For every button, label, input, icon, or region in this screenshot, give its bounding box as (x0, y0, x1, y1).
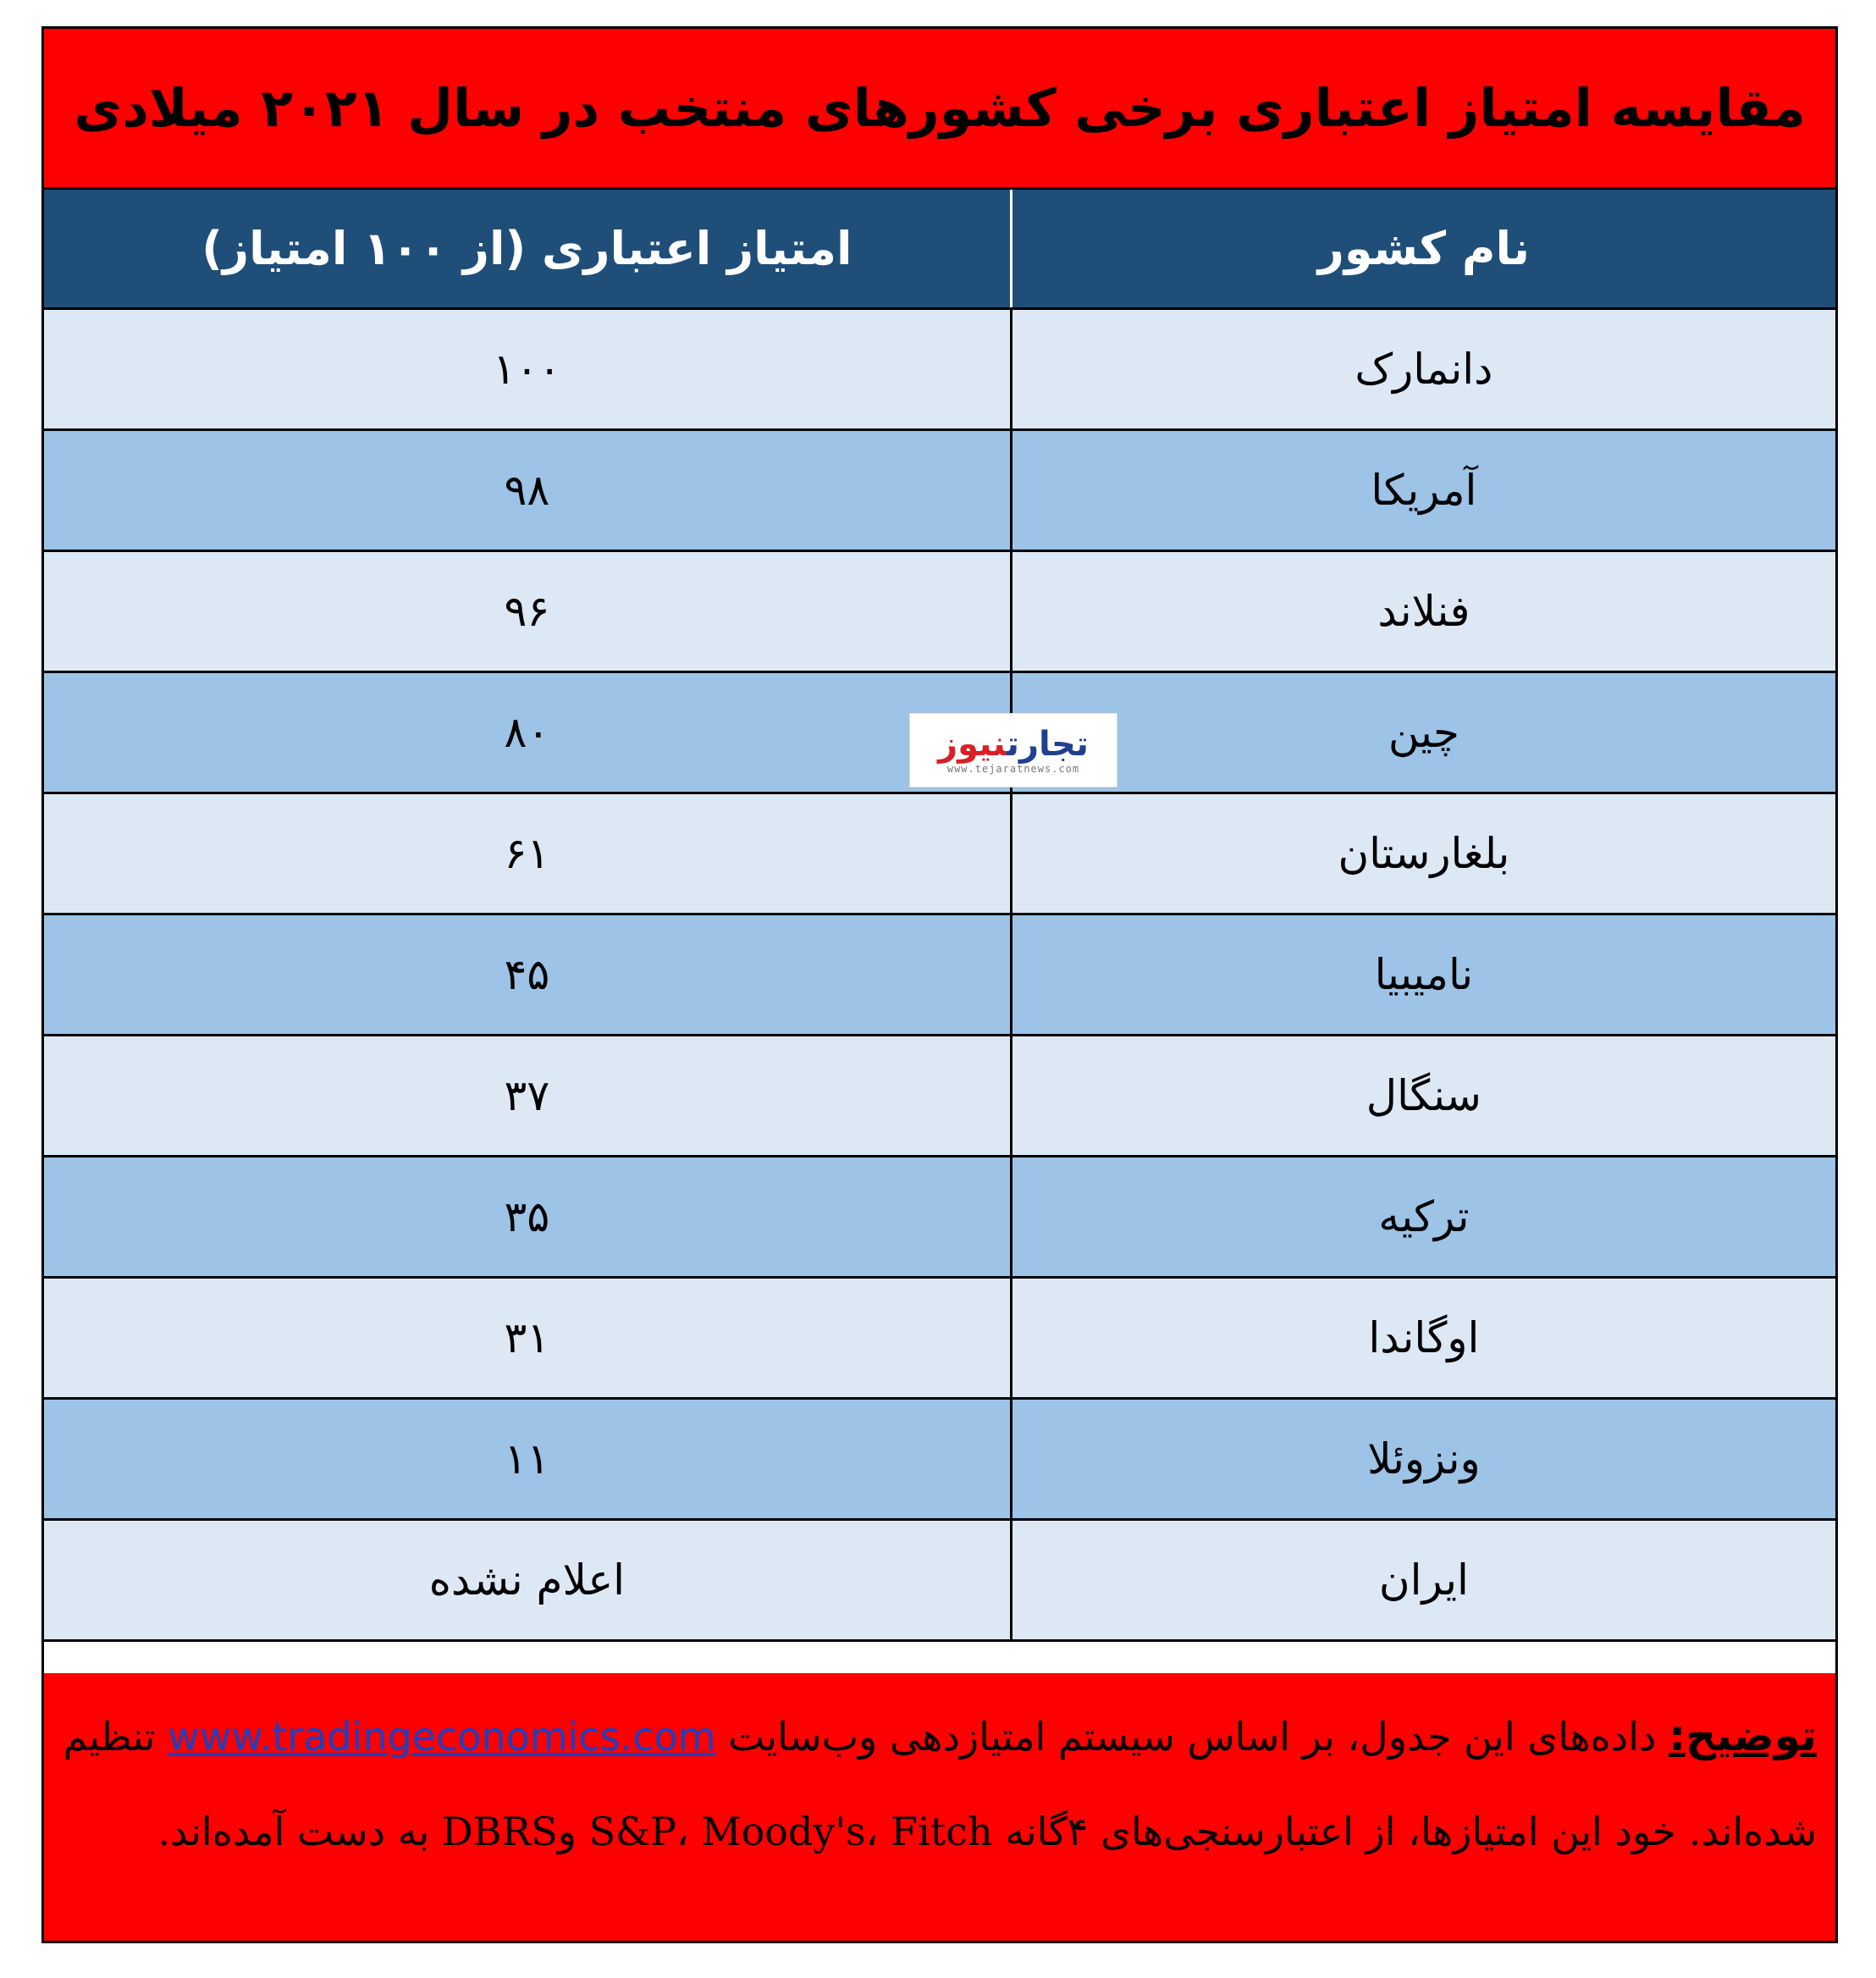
country-cell: ونزوئلا (1367, 1434, 1481, 1484)
credit-score-table (44, 190, 1835, 1642)
table-row (44, 1400, 1835, 1521)
source-link[interactable]: www.tradingeconomics.com (168, 1714, 716, 1760)
table-row (44, 794, 1835, 915)
footnote-text-start: داده‌های این جدول، بر اساس سیستم امتیازدهی وب‌سایت (715, 1714, 1669, 1760)
score-cell: ۳۱ (44, 1279, 1012, 1397)
country-cell: ترکیه (1378, 1192, 1470, 1241)
header-score: امتیاز اعتباری (از ۱۰۰ امتیاز) (44, 190, 1012, 307)
country-cell: آمریکا (1371, 466, 1477, 515)
country-cell: دانمارک (1355, 345, 1493, 394)
country-cell: نامیبیا (1374, 950, 1474, 999)
table-row (44, 310, 1835, 431)
table-row (44, 1036, 1835, 1158)
country-cell: فنلاند (1377, 587, 1470, 636)
table-row (44, 1521, 1835, 1642)
footnote-label: توضیح: (1669, 1711, 1817, 1760)
score-cell: ۳۷ (44, 1036, 1012, 1155)
score-cell: ۱۰۰ (44, 310, 1012, 428)
score-cell: ۴۵ (44, 915, 1012, 1034)
page-title: مقایسه امتیاز اعتباری برخی کشورهای منتخب در سال ۲۰۲۱ میلادی (44, 29, 1835, 190)
table-row (44, 552, 1835, 673)
logo-url: www.tejaratnews.com (946, 763, 1080, 775)
footnote (44, 1673, 1835, 1941)
table-row (44, 915, 1835, 1036)
score-cell: ۳۵ (44, 1158, 1012, 1276)
country-cell: چین (1388, 708, 1459, 757)
logo-wordmark (938, 726, 1089, 763)
table-row (44, 1158, 1835, 1279)
score-cell: ۹۸ (44, 431, 1012, 550)
logo-word-2: نیوز (938, 725, 1007, 764)
table-row (44, 431, 1835, 552)
country-cell: بلغارستان (1338, 829, 1510, 878)
score-cell: ۶۱ (44, 794, 1012, 913)
score-cell: اعلام نشده (44, 1521, 1012, 1639)
footnote-text-end: تنظیم شده‌اند. خود این امتیازها، از اعتبارسنجی‌های ۴گانه S&P، Moody's، Fitch وDBRS به دست آمده‌اند. (63, 1714, 1817, 1854)
logo-word-1: تجارت (1006, 725, 1089, 764)
country-cell: اوگاندا (1368, 1313, 1480, 1362)
score-cell: ۱۱ (44, 1400, 1012, 1518)
country-cell: سنگال (1366, 1071, 1481, 1120)
country-cell: ایران (1378, 1555, 1469, 1605)
table-row (44, 1279, 1835, 1400)
tejaratnews-logo (909, 713, 1117, 787)
table-frame (41, 26, 1838, 1943)
score-cell: ۸۰ (44, 673, 1012, 792)
table-header-row (44, 190, 1835, 310)
header-country: نام کشور (1317, 222, 1530, 275)
score-cell: ۹۶ (44, 552, 1012, 671)
